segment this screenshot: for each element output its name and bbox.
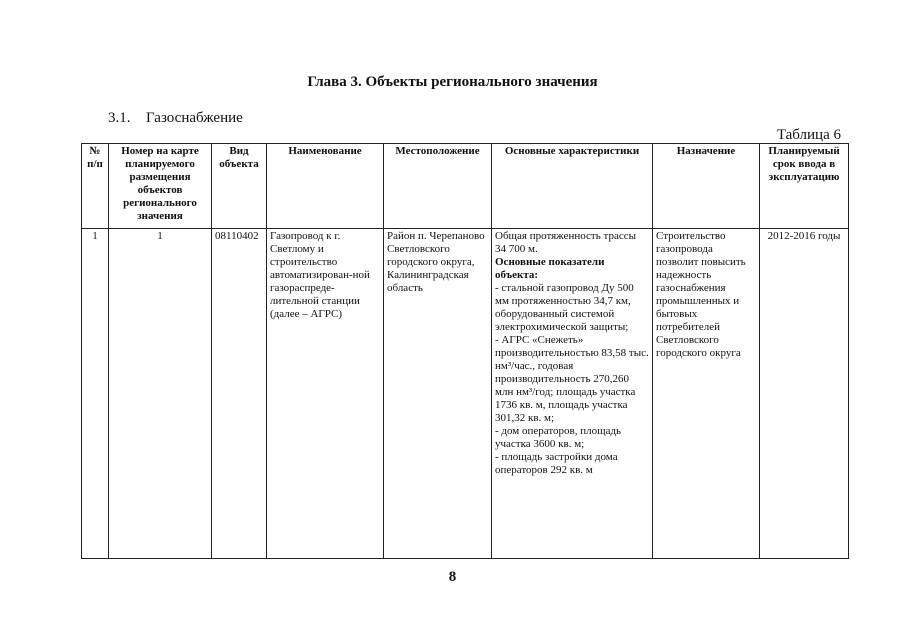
chapter-title: Глава 3. Объекты регионального значения <box>307 74 598 90</box>
characteristic-item: - АГРС «Снежеть» производительностью 83,58 тыс. нм³/час., годовая производительность 270,260 млн нм³/год; площадь участка 1736 кв. м, площадь участка 301,32 кв. м; <box>495 334 649 424</box>
section-title: Газоснабжение <box>146 110 243 126</box>
header-commission-date: Планируемый срок ввода в эксплуатацию <box>760 144 849 229</box>
table-header-row <box>82 144 849 229</box>
cell-location: Район п. Черепаново Светловского городского округа, Калининградская область <box>384 229 492 559</box>
header-type: Вид объекта <box>212 144 267 229</box>
cell-name: Газопровод к г. Светлому и строительство автоматизирован-ной газораспреде-лительной станции (далее – АГРС) <box>267 229 384 559</box>
header-purpose: Назначение <box>653 144 760 229</box>
section-heading <box>108 110 243 127</box>
page-number: 8 <box>448 569 457 585</box>
length-label: Общая протяженность трассы <box>495 230 636 242</box>
cell-commission-date: 2012-2016 годы <box>760 229 849 559</box>
cell-purpose: Строительство газопровода позволит повысить надежность газоснабжения промышленных и бытовых потребителей Светловского городского округа <box>653 229 760 559</box>
section-number: 3.1. <box>108 110 131 126</box>
characteristic-item: - стальной газопровод Ду 500 мм протяженностью 34,7 км, оборудованный системой электрохимической защиты; <box>495 282 634 333</box>
cell-map-number: 1 <box>109 229 212 559</box>
cell-num: 1 <box>82 229 109 559</box>
characteristic-item: - дом операторов, площадь участка 3600 кв. м; <box>495 425 622 450</box>
header-name: Наименование <box>267 144 384 229</box>
header-characteristics: Основные характеристики <box>492 144 653 229</box>
characteristic-item: - площадь застройки дома операторов 292 кв. м <box>495 451 618 476</box>
table-row <box>82 229 849 559</box>
length-value: 34 700 м. <box>495 243 538 255</box>
header-location: Местоположение <box>384 144 492 229</box>
cell-characteristics <box>492 229 653 559</box>
header-map-number: Номер на карте планируемого размещения объектов регионального значения <box>109 144 212 229</box>
table-label: Таблица 6 <box>776 127 841 143</box>
objects-table <box>81 143 849 559</box>
header-num: № п/п <box>82 144 109 229</box>
indicators-label: Основные показатели объекта: <box>495 256 605 281</box>
cell-type: 08110402 <box>212 229 267 559</box>
